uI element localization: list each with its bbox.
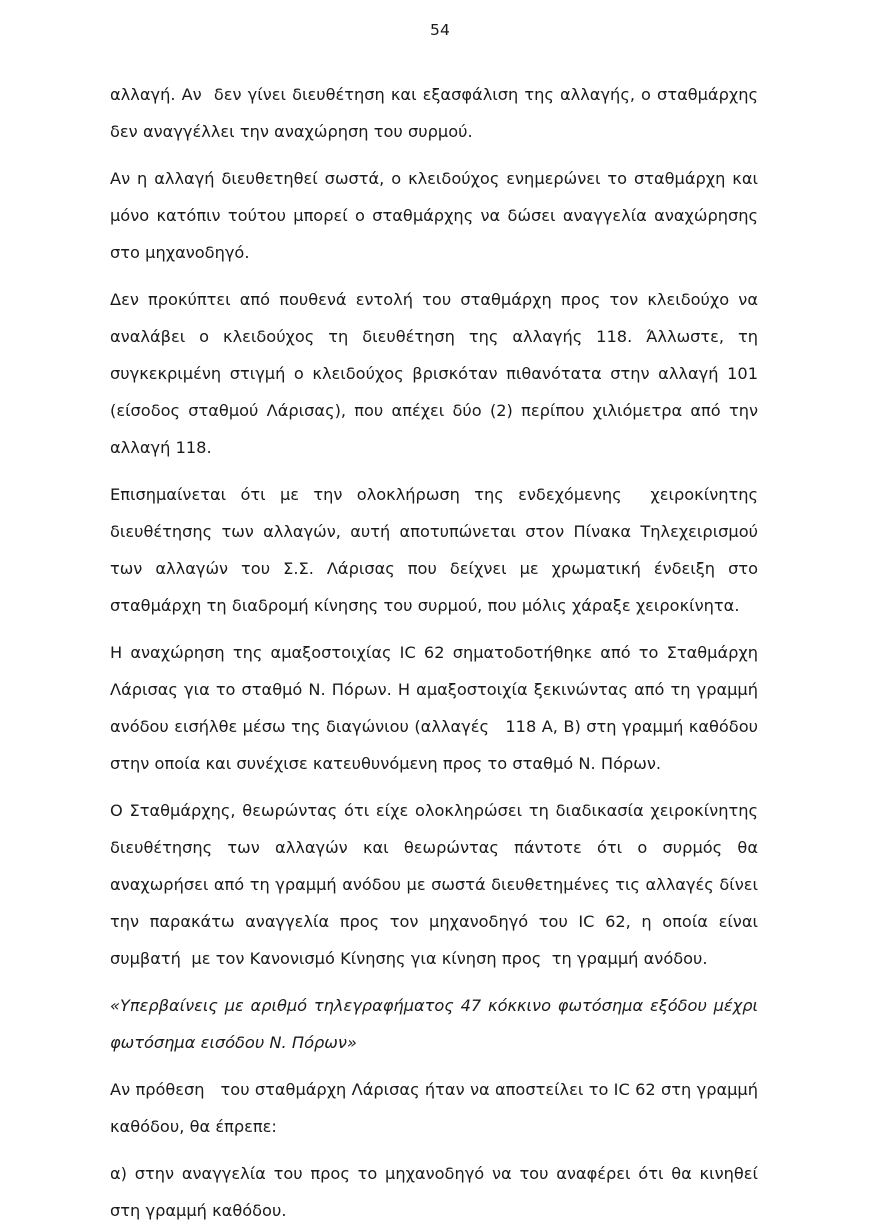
paragraph: Η αναχώρηση της αμαξοστοιχίας IC 62 σηματοδοτήθηκε από το Σταθμάρχη Λάρισας για το σταθμό Ν. Πόρων. Η αμαξοστοιχία ξεκινώντας από τη γραμμή ανόδου εισήλθε μέσω της διαγώνιου (αλλαγές 118 Α, Β) στη γραμμή καθόδου στην οποία και συνέχισε κατευθυνόμενη προς το σταθμό Ν. Πόρων. — [110, 643, 764, 773]
paragraph: Αν πρόθεση του σταθμάρχη Λάρισας ήταν να αποστείλει το IC 62 στη γραμμή καθόδου, θα έπρεπε: — [110, 1080, 764, 1136]
paragraph: Επισημαίνεται ότι με την ολοκλήρωση της ενδεχόμενης χειροκίνητης διευθέτησης των αλλαγών, αυτή αποτυπώνεται στον Πίνακα Τηλεχειρισμού των αλλαγών του Σ.Σ. Λάρισας που δείχνει με χρωματική ένδειξη στο σταθμάρχη τη διαδρομή κίνησης του συρμού, που μόλις χάραξε χειροκίνητα. — [110, 485, 764, 615]
paragraph: Ο Σταθμάρχης, θεωρώντας ότι είχε ολοκληρώσει τη διαδικασία χειροκίνητης διευθέτησης των αλλαγών και θεωρώντας πάντοτε ότι ο συρμός θα αναχωρήσει από τη γραμμή ανόδου με σωστά διευθετημένες τις αλλαγές δίνει την παρακάτω αναγγελία προς τον μηχανοδηγό του IC 62, η οποία είναι συμβατή με τον Κανονισμό Κίνησης για κίνηση προς τη γραμμή ανόδου. — [110, 801, 764, 968]
paragraph-list-item-a: α) στην αναγγελία του προς το μηχανοδηγό να του αναφέρει ότι θα κινηθεί στη γραμμή καθόδου. — [110, 1164, 764, 1220]
paragraph-quote: «Υπερβαίνεις με αριθμό τηλεγραφήματος 47 κόκκινο φωτόσημα εξόδου μέχρι φωτόσημα εισόδου Ν. Πόρων» — [110, 996, 764, 1052]
paragraph: Αν η αλλαγή διευθετηθεί σωστά, ο κλειδούχος ενημερώνει το σταθμάρχη και μόνο κατόπιν τούτου μπορεί ο σταθμάρχης να δώσει αναγγελία αναχώρησης στο μηχανοδηγό. — [110, 169, 764, 262]
page-number: 54 — [429, 21, 451, 39]
document-body — [110, 76, 764, 1229]
paragraph: αλλαγή. Αν δεν γίνει διευθέτηση και εξασφάλιση της αλλαγής, ο σταθμάρχης δεν αναγγέλλει την αναχώρηση του συρμού. — [110, 85, 764, 141]
paragraph: Δεν προκύπτει από πουθενά εντολή του σταθμάρχη προς τον κλειδούχο να αναλάβει ο κλειδούχος τη διευθέτηση της αλλαγής 118. Άλλωστε, τη συγκεκριμένη στιγμή ο κλειδούχος βρισκόταν πιθανότατα στην αλλαγή 101 (είσοδος σταθμού Λάρισας), που απέχει δύο (2) περίπου χιλιόμετρα από την αλλαγή 118. — [110, 290, 764, 457]
